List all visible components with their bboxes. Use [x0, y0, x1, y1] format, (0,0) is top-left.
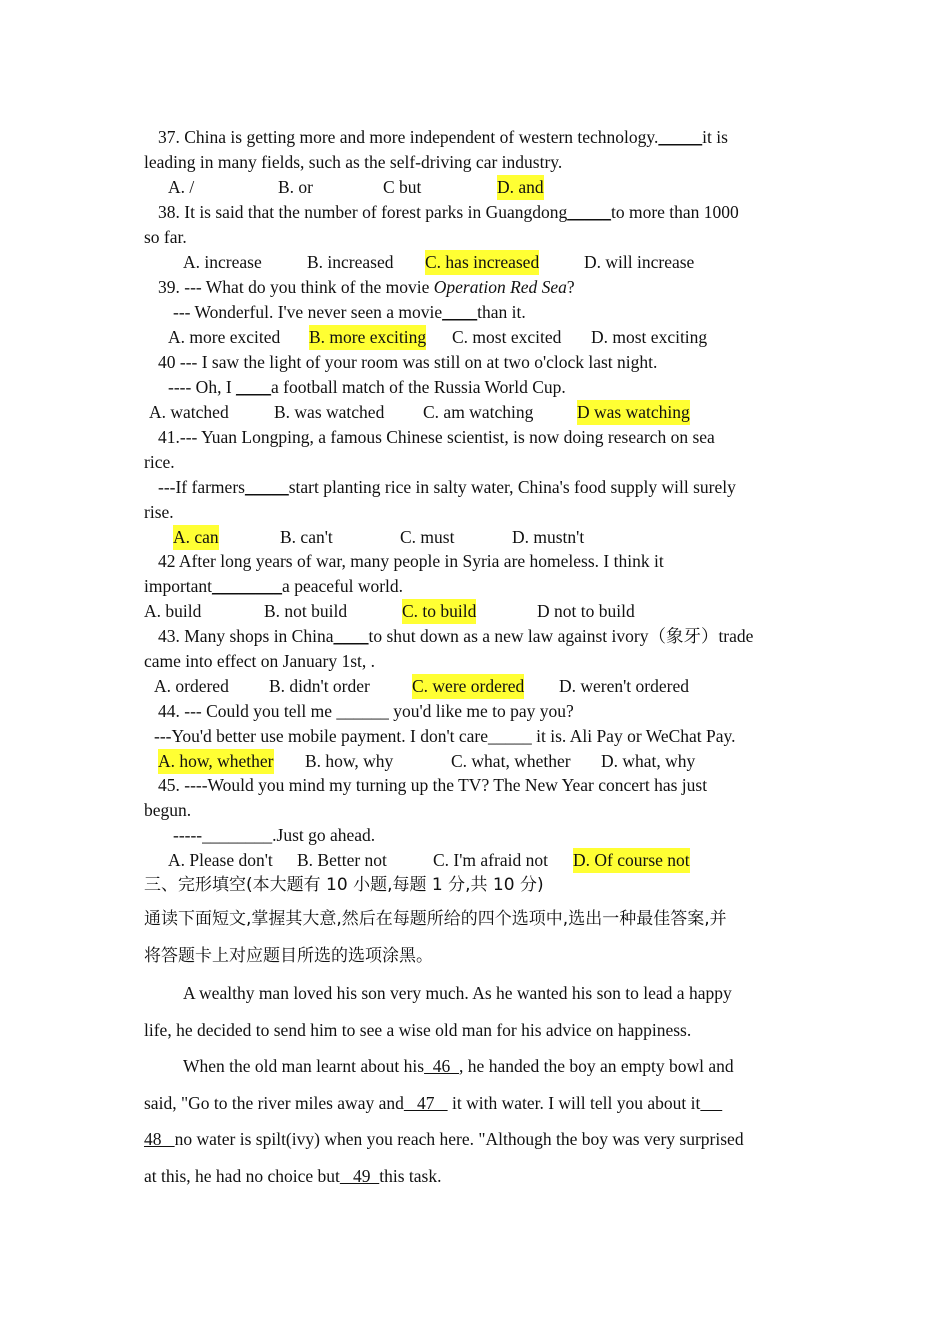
- passage-paragraph-2-line3: 48 no water is spilt(ivy) when you reach here. "Although the boy was very surprised: [144, 1129, 744, 1149]
- passage-paragraph-1: A wealthy man loved his son very much. As he wanted his son to lead a happy: [183, 983, 732, 1003]
- q40-option-d-answer: D was watching: [577, 400, 690, 425]
- q41-option-c: C. must: [400, 527, 455, 547]
- section3-heading: 三、完形填空(本大题有 10 小题,每题 1 分,共 10 分): [144, 875, 544, 895]
- q37-stem-cont: leading in many fields, such as the self-driving car industry.: [144, 152, 563, 172]
- q39-option-b-answer: B. more exciting: [309, 325, 426, 350]
- q40-option-a: A. watched: [149, 402, 229, 422]
- q40-option-b: B. was watched: [274, 402, 385, 422]
- q43-option-b: B. didn't order: [269, 676, 370, 696]
- q42-blank: ________: [212, 576, 283, 596]
- q42-option-c-answer: C. to build: [402, 599, 476, 624]
- q43-option-d: D. weren't ordered: [559, 676, 689, 696]
- q45-option-d-answer: D. Of course not: [573, 848, 690, 873]
- q45-stem: 45. ----Would you mind my turning up the TV? The New Year concert has just: [158, 775, 708, 795]
- q38-stem-cont: so far.: [144, 227, 187, 247]
- q40-reply: ---- Oh, I ____a football match of the Russia World Cup.: [168, 377, 566, 397]
- q38-blank: _____: [567, 202, 611, 222]
- q37-blank: _____: [658, 127, 703, 147]
- q37-option-d-answer: D. and: [497, 175, 544, 200]
- q45-option-a: A. Please don't: [168, 850, 273, 870]
- q39-stem: 39. --- What do you think of the movie Operation Red Sea?: [158, 277, 575, 297]
- q43-option-c-answer: C. were ordered: [412, 674, 524, 699]
- q41-option-a-answer: A. can: [173, 525, 219, 550]
- q37-option-b: B. or: [278, 177, 313, 197]
- q39-movie-title: Operation Red Sea: [433, 277, 567, 297]
- q44-reply: ---You'd better use mobile payment. I don't care_____ it is. Ali Pay or WeChat Pay.: [154, 726, 736, 746]
- q39-option-a: A. more excited: [168, 327, 281, 347]
- q38-option-a: A. increase: [183, 252, 262, 272]
- passage-paragraph-2: When the old man learnt about his 46 , he handed the boy an empty bowl and: [183, 1056, 734, 1076]
- blank-49: 49: [339, 1166, 380, 1186]
- q38-option-c-answer: C. has increased: [425, 250, 539, 275]
- q38-option-d: D. will increase: [584, 252, 695, 272]
- q41-stem: 41.--- Yuan Longping, a famous Chinese scientist, is now doing research on sea: [158, 427, 715, 447]
- q41-reply: ---If farmers_____start planting rice in salty water, China's food supply will surely: [158, 477, 736, 497]
- q41-blank: _____: [244, 477, 289, 497]
- section3-instruction-cont: 将答题卡上对应题目所选的选项涂黑。: [144, 946, 433, 966]
- q42-stem: 42 After long years of war, many people in Syria are homeless. I think it: [158, 551, 664, 571]
- q37-stem: 37. China is getting more and more independent of western technology._____it is: [158, 127, 728, 147]
- q39-option-c: C. most excited: [452, 327, 562, 347]
- q44-option-c: C. what, whether: [451, 751, 571, 771]
- q43-stem-cont: came into effect on January 1st, .: [144, 651, 375, 671]
- passage-paragraph-2-line4: at this, he had no choice but 49 this task.: [144, 1166, 442, 1186]
- passage-paragraph-2-line2: said, "Go to the river miles away and 47 it with water. I will tell you about it: [144, 1091, 722, 1116]
- q38-option-b: B. increased: [307, 252, 394, 272]
- q42-option-b: B. not build: [264, 601, 348, 621]
- q44-stem: 44. --- Could you tell me ______ you'd like me to pay you?: [158, 701, 574, 721]
- q41-option-d: D. mustn't: [512, 527, 585, 547]
- q40-blank: ____: [236, 377, 272, 397]
- q37-option-a: A. /: [168, 177, 195, 197]
- q41-reply-cont: rise.: [144, 502, 174, 522]
- section3-instruction: 通读下面短文,掌握其大意,然后在每题所给的四个选项中,选出一种最佳答案,并: [144, 909, 727, 929]
- q43-stem: 43. Many shops in China____to shut down as a new law against ivory（象牙）trade: [158, 626, 754, 646]
- blank-47: 47: [403, 1093, 448, 1113]
- blank-46: 46: [424, 1056, 460, 1076]
- q41-stem-cont: rice.: [144, 452, 175, 472]
- q39-reply: --- Wonderful. I've never seen a movie____than it.: [173, 302, 526, 322]
- q40-option-c: C. am watching: [423, 402, 534, 422]
- q44-option-d: D. what, why: [601, 751, 696, 771]
- q42-option-d: D not to build: [537, 601, 635, 621]
- q42-option-a: A. build: [144, 601, 202, 621]
- q38-stem: 38. It is said that the number of forest parks in Guangdong_____to more than 1000: [158, 202, 739, 222]
- q45-option-b: B. Better not: [297, 850, 387, 870]
- blank-48: 48: [144, 1129, 175, 1149]
- q44-option-b: B. how, why: [305, 751, 394, 771]
- q45-stem-cont: begun.: [144, 800, 192, 820]
- q43-blank: ____: [333, 626, 369, 646]
- q37-option-c: C but: [383, 177, 422, 197]
- q39-option-d: D. most exciting: [591, 327, 708, 347]
- q45-reply: -----________.Just go ahead.: [173, 825, 376, 845]
- q42-stem-cont: important________a peaceful world.: [144, 576, 404, 596]
- q45-option-c: C. I'm afraid not: [433, 850, 548, 870]
- q40-stem: 40 --- I saw the light of your room was still on at two o'clock last night.: [158, 352, 658, 372]
- blank-48-start: [700, 1093, 722, 1113]
- q41-option-b: B. can't: [280, 527, 333, 547]
- q44-option-a-answer: A. how, whether: [158, 749, 274, 774]
- q39-blank: ____: [442, 302, 478, 322]
- passage-paragraph-1-cont: life, he decided to send him to see a wise old man for his advice on happiness.: [144, 1020, 692, 1040]
- q43-option-a: A. ordered: [154, 676, 229, 696]
